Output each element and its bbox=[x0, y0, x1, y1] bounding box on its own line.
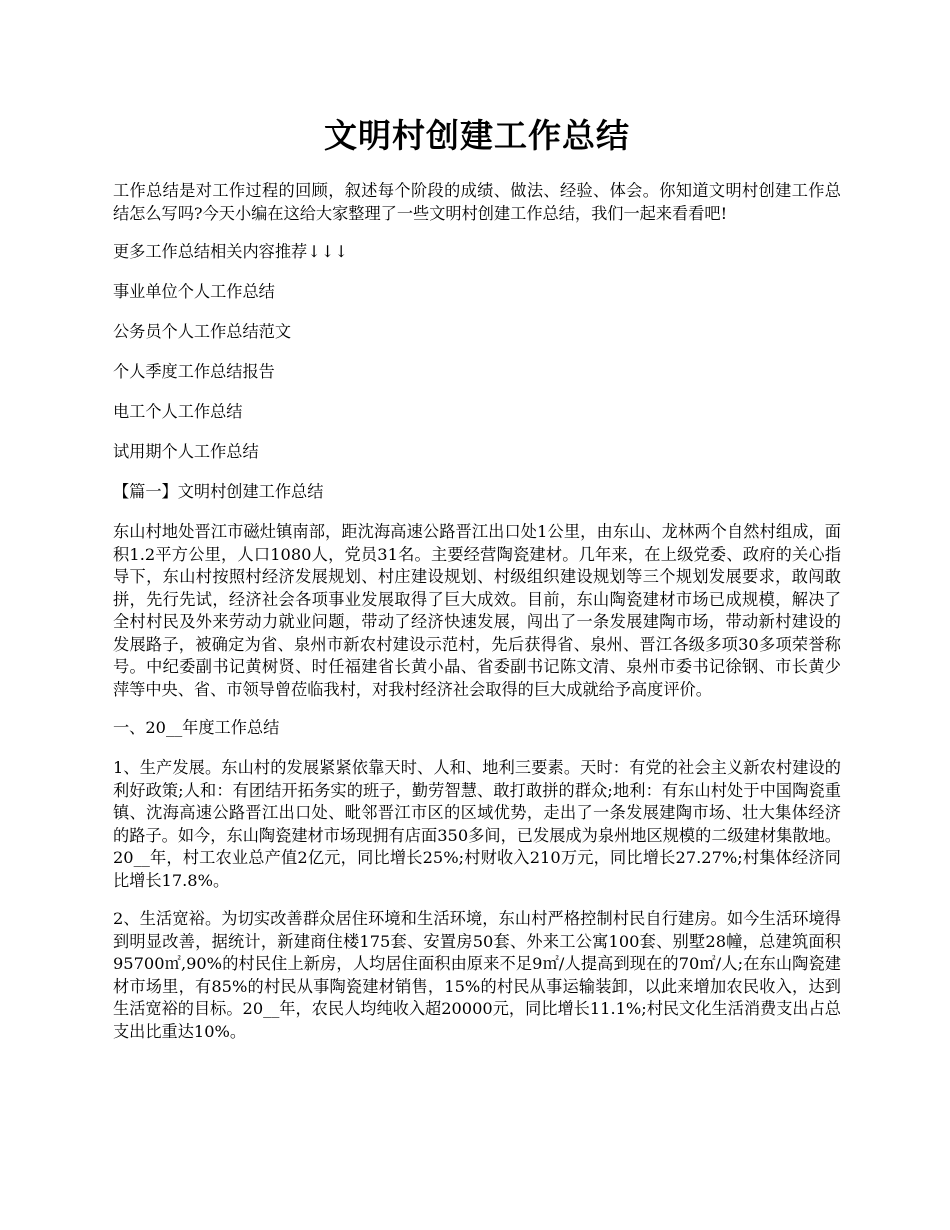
body-paragraph: 东山村地处晋江市磁灶镇南部，距沈海高速公路晋江出口处1公里，由东山、龙林两个自然村组成，面积1.2平方公里，人口1080人，党员31名。主要经营陶瓷建材。几年来，在上级党委、政府的关心指导下，东山村按照村经济发展规划、村庄建设规划、村级组织建设规划等三个规划发展要求，敢闯敢拼，先行先试，经济社会各项事业发展取得了巨大成效。目前，东山陶瓷建材市场已成规模，解决了全村村民及外来劳动力就业问题，带动了经济快速发展，闯出了一条发展建陶市场，带动新村建设的发展路子，被确定为省、泉州市新农村建设示范村，先后获得省、泉州、晋江各级多项30多项荣誉称号。中纪委副书记黄树贤、时任福建省长黄小晶、省委副书记陈文清、泉州市委书记徐钢、市长黄少萍等中央、省、市领导曾莅临我村，对我村经济社会取得的巨大成就给予高度评价。 bbox=[113, 522, 841, 699]
body-paragraph: 1、生产发展。东山村的发展紧紧依靠天时、人和、地利三要素。天时：有党的社会主义新农村建设的利好政策;人和：有团结开拓务实的班子，勤劳智慧、敢打敢拼的群众;地利：有东山村处于中国陶瓷重镇、沈海高速公路晋江出口处、毗邻晋江市区的区域优势，走出了一条发展建陶市场、壮大集体经济的路子。如今，东山陶瓷建材市场现拥有店面350多间，已发展成为泉州地区规模的二级建材集散地。20__年，村工农业总产值2亿元，同比增长25%;村财收入210万元，同比增长27.27%;村集体经济同比增长17.8%。 bbox=[113, 758, 841, 890]
recommend-link[interactable]: 试用期个人工作总结 bbox=[113, 442, 259, 461]
recommend-heading: 更多工作总结相关内容推荐↓↓↓ bbox=[113, 242, 348, 261]
body-paragraph: 2、生活宽裕。为切实改善群众居住环境和生活环境，东山村严格控制村民自行建房。如今生活环境得到明显改善，据统计，新建商住楼175套、安置房50套、外来工公寓100套、别墅28幢，总建筑面积95700㎡,90%的村民住上新房，人均居住面积由原来不足9㎡/人提高到现在的70㎡/人;在东山陶瓷建材市场里，有85%的村民从事陶瓷建材销售，15%的村民从事运输装卸，以此来增加农民收入，达到生活宽裕的目标。20__年，农民人均纯收入超20000元，同比增长11.1%;村民文化生活消费支出占总支出比重达10%。 bbox=[113, 909, 841, 1041]
subheading: 一、20__年度工作总结 bbox=[113, 718, 280, 737]
document-page bbox=[113, 0, 841, 1059]
intro-paragraph: 工作总结是对工作过程的回顾，叙述每个阶段的成绩、做法、经验、体会。你知道文明村创建工作总结怎么写吗?今天小编在这给大家整理了一些文明村创建工作总结，我们一起来看看吧! bbox=[113, 181, 841, 223]
section-heading: 【篇一】文明村创建工作总结 bbox=[113, 482, 324, 501]
recommend-link[interactable]: 电工个人工作总结 bbox=[113, 402, 243, 421]
recommend-link[interactable]: 公务员个人工作总结范文 bbox=[113, 322, 292, 341]
recommend-link[interactable]: 事业单位个人工作总结 bbox=[113, 282, 275, 301]
document-body bbox=[113, 180, 841, 1043]
document-title: 文明村创建工作总结 bbox=[324, 116, 630, 155]
recommend-link[interactable]: 个人季度工作总结报告 bbox=[113, 362, 275, 381]
